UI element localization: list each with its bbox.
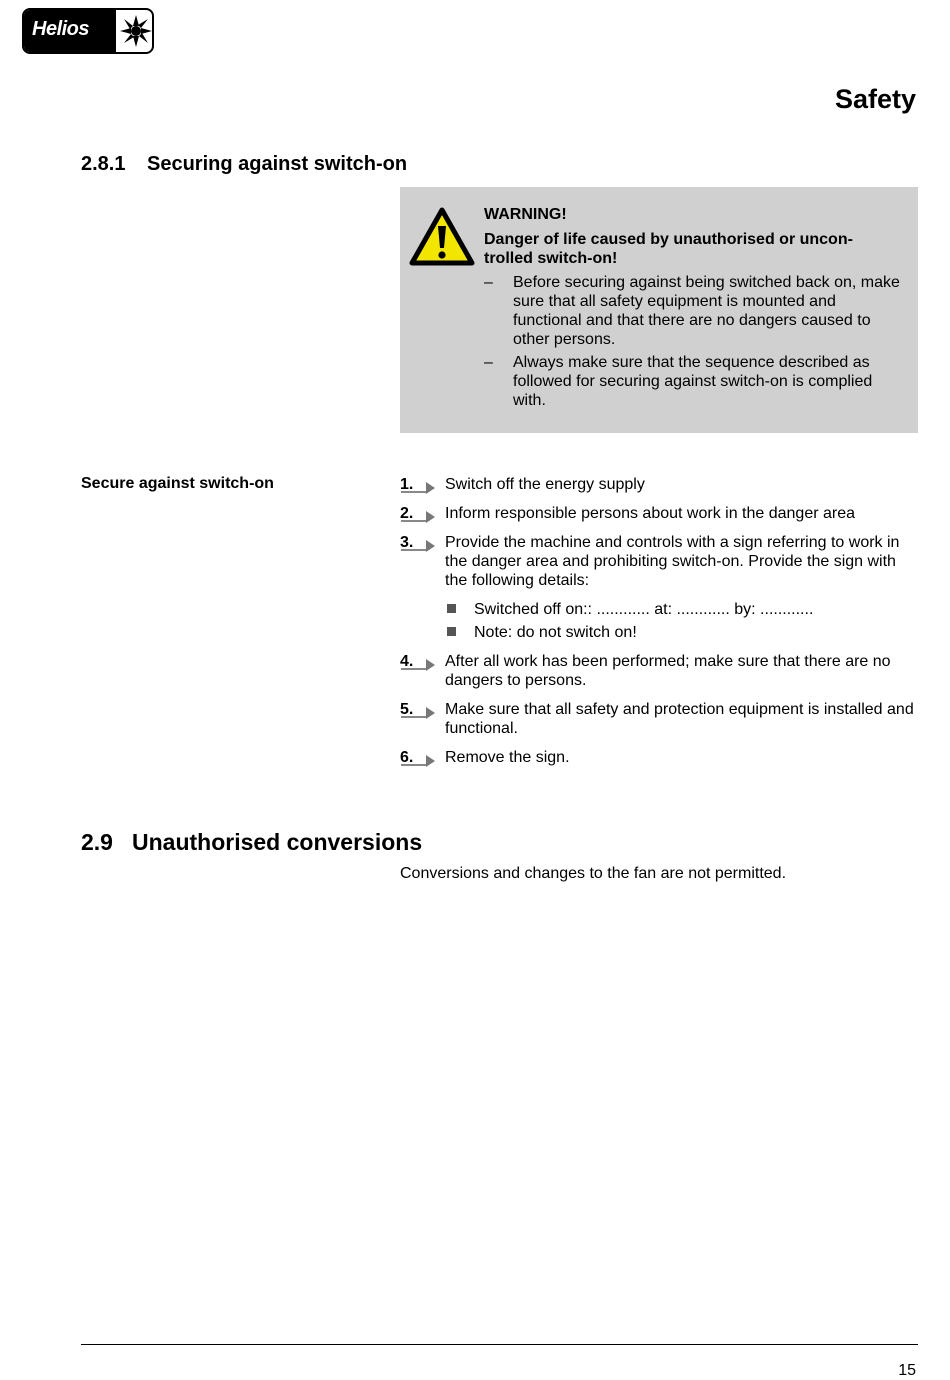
step-arrow-icon <box>400 509 436 523</box>
sign-detail-item <box>445 600 920 619</box>
warning-text <box>484 205 908 414</box>
step-arrow-icon <box>400 753 436 767</box>
step-text: After all work has been performed; make sure that there are no dangers to persons. <box>445 653 891 689</box>
step-number: 6. <box>400 749 414 766</box>
step-item <box>400 504 920 523</box>
sign-details-list <box>445 600 920 642</box>
step-number: 5. <box>400 701 414 718</box>
warning-triangle-icon <box>409 207 475 267</box>
page-number: 15 <box>898 1362 916 1379</box>
step-arrow-icon <box>400 705 436 719</box>
warning-subtitle-line-1: Danger of life caused by unauthorised or uncon- <box>484 231 853 248</box>
step-item <box>400 652 920 690</box>
fan-icon <box>118 13 154 49</box>
step-item <box>400 700 920 738</box>
step-text: Inform responsible persons about work in the danger area <box>445 505 856 522</box>
step-arrow-icon <box>400 657 436 671</box>
procedure-label: Secure against switch-on <box>81 475 274 492</box>
logo-brand-text: Helios <box>32 18 90 40</box>
dash-marker: – <box>484 354 493 371</box>
sign-detail-text: Note: do not switch on! <box>474 624 637 641</box>
heading-number: 2.9 <box>81 829 113 855</box>
warning-item <box>484 353 908 410</box>
heading-number: 2.8.1 <box>81 153 126 175</box>
step-text: Provide the machine and controls with a sign referring to work in the danger area and prohibiting switch-on. Provide the sign with the following details: <box>445 534 900 589</box>
square-bullet-icon <box>447 604 456 613</box>
step-number: 4. <box>400 653 414 670</box>
step-arrow-icon <box>400 480 436 494</box>
step-number: 2. <box>400 505 414 522</box>
warning-box <box>400 187 918 433</box>
heading-title: Unauthorised conversions <box>132 829 423 855</box>
conversions-paragraph: Conversions and changes to the fan are not permitted. <box>400 865 787 882</box>
section-header-title: Safety <box>834 84 916 114</box>
helios-logo <box>22 8 154 54</box>
step-number: 1. <box>400 476 414 493</box>
heading-2-9 <box>81 829 422 856</box>
warning-subtitle-line-2: trolled switch-on! <box>484 250 618 267</box>
heading-2-8-1 <box>81 153 407 176</box>
warning-item <box>484 273 908 349</box>
warning-item-text: Always make sure that the sequence described as followed for securing against switch-on is complied with. <box>513 354 873 409</box>
step-number: 3. <box>400 534 414 551</box>
warning-item-text: Before securing against being switched back on, make sure that all safety equipment is mounted and functional and that there are no dangers caused to other persons. <box>513 274 900 348</box>
dash-marker: – <box>484 274 493 291</box>
warning-title: WARNING! <box>484 206 567 223</box>
sign-detail-item <box>445 623 920 642</box>
step-item <box>400 533 920 642</box>
procedure-steps <box>400 475 920 777</box>
heading-title: Securing against switch-on <box>147 153 408 175</box>
sign-detail-text: Switched off on:: ............ at: ............ by: ............ <box>474 601 814 618</box>
warning-subtitle <box>484 230 908 268</box>
footer-divider <box>81 1344 918 1345</box>
square-bullet-icon <box>447 627 456 636</box>
step-text: Make sure that all safety and protection equipment is installed and functional. <box>445 701 914 737</box>
step-item <box>400 748 920 767</box>
step-item <box>400 475 920 494</box>
step-arrow-icon <box>400 538 436 552</box>
step-text: Remove the sign. <box>445 749 570 766</box>
step-text: Switch off the energy supply <box>445 476 645 493</box>
